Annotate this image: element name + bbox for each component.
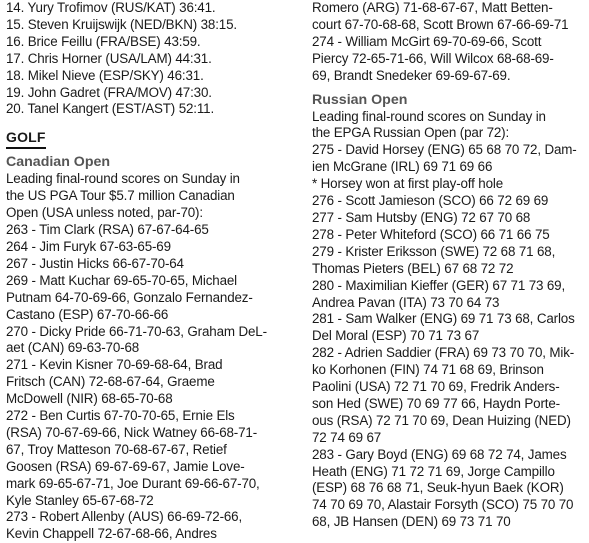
result-line: Kyle Stanley 65-67-68-72: [6, 492, 154, 508]
canadian-open-continued: [312, 0, 587, 85]
result-line: 15. Steven Kruijswijk (NED/BKN) 38:15.: [6, 16, 237, 32]
result-line: 272 - Ben Curtis 67-70-70-65, Ernie Els: [6, 408, 235, 424]
result-line: 276 - Scott Jamieson (SCO) 66 72 69 69: [312, 193, 549, 209]
result-line: 269 - Matt Kuchar 69-65-70-65, Michael: [6, 272, 237, 288]
result-line: Leading final-round scores on Sunday in: [312, 108, 546, 124]
result-line: 273 - Robert Allenby (AUS) 66-69-72-66,: [6, 509, 243, 525]
result-line: court 67-70-68-68, Scott Brown 67-66-69-71: [312, 16, 569, 32]
result-line: 270 - Dicky Pride 66-71-70-63, Graham DeL-: [6, 323, 267, 339]
result-line: 282 - Adrien Saddier (FRA) 69 73 70 70, Mik-: [312, 345, 575, 361]
canadian-open-results: [6, 171, 296, 543]
golf-section-header: GOLF: [6, 129, 46, 149]
result-line: Open (USA unless noted, par-70):: [6, 205, 203, 221]
result-line: 271 - Kevin Kisner 70-69-68-64, Brad: [6, 357, 223, 373]
result-line: mark 69-65-67-71, Joe Durant 69-66-67-70,: [6, 475, 260, 491]
result-line: 72 74 69 67: [312, 429, 382, 445]
result-line: Andrea Pavan (ITA) 73 70 64 73: [312, 294, 500, 310]
left-column: [6, 0, 296, 543]
result-line: Goosen (RSA) 69-67-69-67, Jamie Love-: [6, 458, 245, 474]
result-line: ien McGrane (IRL) 69 71 69 66: [312, 159, 493, 175]
result-line: the EPGA Russian Open (par 72):: [312, 125, 510, 141]
result-line: 280 - Maximilian Kieffer (GER) 67 71 73 69,: [312, 277, 566, 293]
cycling-results-list: [6, 0, 296, 118]
right-column: [312, 0, 587, 531]
result-line: Piercy 72-65-71-66, Will Wilcox 68-68-69-: [312, 50, 554, 66]
result-line: Kevin Chappell 72-67-68-66, Andres: [6, 526, 217, 542]
result-line: (ESP) 68 76 68 71, Seuk-hyun Baek (KOR): [312, 480, 564, 496]
result-line: 20. Tanel Kangert (EST/AST) 52:11.: [6, 101, 215, 117]
result-line: 283 - Gary Boyd (ENG) 69 68 72 74, James: [312, 446, 567, 462]
russian-open-results: [312, 109, 587, 532]
result-line: ko Korhonen (FIN) 74 71 68 69, Brinson: [312, 362, 544, 378]
result-line: 69, Brandt Snedeker 69-69-67-69.: [312, 67, 511, 83]
result-line: Romero (ARG) 71-68-67-67, Matt Betten-: [312, 0, 553, 15]
playoff-note: * Horsey won at first play-off hole: [312, 176, 503, 192]
result-line: 68, JB Hansen (DEN) 69 73 71 70: [312, 514, 511, 530]
result-line: Heath (ENG) 71 72 71 69, Jorge Campillo: [312, 463, 555, 479]
russian-open-title: Russian Open: [312, 91, 408, 108]
result-line: Del Moral (ESP) 70 71 73 67: [312, 328, 480, 344]
result-line: 74 70 69 70, Alastair Forsyth (SCO) 75 70 70: [312, 497, 574, 513]
result-line: 277 - Sam Hutsby (ENG) 72 67 70 68: [312, 209, 531, 225]
result-line: ous (RSA) 72 71 70 69, Dean Huizing (NED): [312, 412, 571, 428]
result-line: 18. Mikel Nieve (ESP/SKY) 46:31.: [6, 67, 204, 83]
result-line: (RSA) 70-67-69-66, Nick Watney 66-68-71-: [6, 424, 258, 440]
result-line: son Hed (SWE) 70 69 77 66, Haydn Porte-: [312, 395, 560, 411]
result-line: McDowell (NIR) 68-65-70-68: [6, 391, 173, 407]
result-line: 278 - Peter Whiteford (SCO) 66 71 66 75: [312, 226, 550, 242]
result-line: 275 - David Horsey (ENG) 65 68 70 72, Dam-: [312, 142, 577, 158]
result-line: 67, Troy Matteson 70-68-67-67, Retief: [6, 441, 227, 457]
result-line: Paolini (USA) 72 71 70 69, Fredrik Anders-: [312, 379, 560, 395]
result-line: 279 - Krister Eriksson (SWE) 72 68 71 68,: [312, 243, 556, 259]
canadian-open-title: Canadian Open: [6, 154, 111, 171]
result-line: Fritsch (CAN) 72-68-67-64, Graeme: [6, 374, 215, 390]
result-line: 263 - Tim Clark (RSA) 67-67-64-65: [6, 222, 209, 238]
result-line: aet (CAN) 69-63-70-68: [6, 340, 140, 356]
result-line: 16. Brice Feillu (FRA/BSE) 43:59.: [6, 33, 201, 49]
result-line: 274 - William McGirt 69-70-69-66, Scott: [312, 33, 542, 49]
result-line: Thomas Pieters (BEL) 67 68 72 72: [312, 260, 514, 276]
result-line: 264 - Jim Furyk 67-63-65-69: [6, 238, 171, 254]
result-line: 19. John Gadret (FRA/MOV) 47:30.: [6, 84, 212, 100]
result-line: 17. Chris Horner (USA/LAM) 44:31.: [6, 50, 212, 66]
result-line: 14. Yury Trofimov (RUS/KAT) 36:41.: [6, 0, 216, 15]
result-line: Putnam 64-70-69-66, Gonzalo Fernandez-: [6, 289, 253, 305]
golf-section-header-wrap: [6, 129, 296, 149]
result-line: Leading final-round scores on Sunday in: [6, 171, 240, 187]
result-line: Castano (ESP) 67-70-66-66: [6, 306, 169, 322]
result-line: 267 - Justin Hicks 66-67-70-64: [6, 255, 184, 271]
result-line: the US PGA Tour $5.7 million Canadian: [6, 188, 235, 204]
result-line: 281 - Sam Walker (ENG) 69 71 73 68, Carlos: [312, 311, 575, 327]
